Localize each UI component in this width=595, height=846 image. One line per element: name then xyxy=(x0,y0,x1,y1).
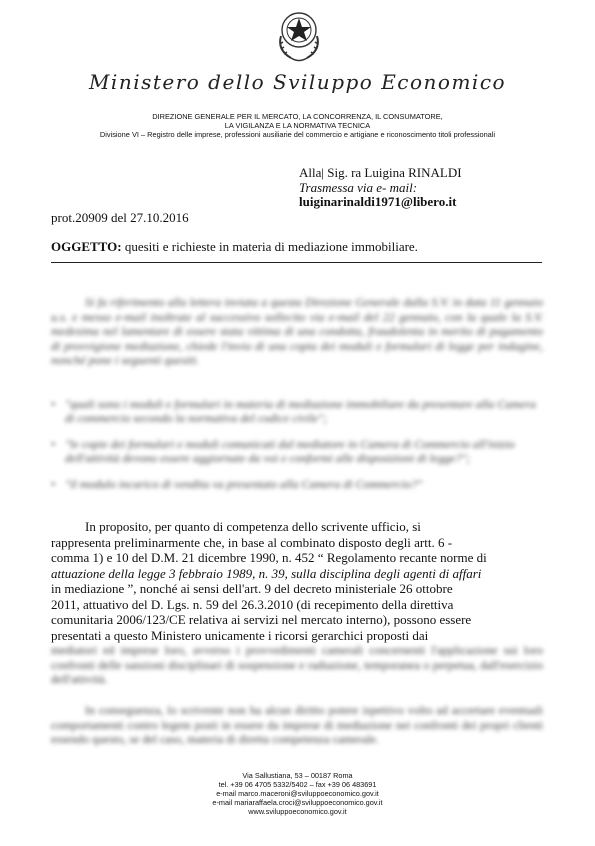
ministry-title: Ministero dello Sviluppo Economico xyxy=(88,70,507,94)
body-line: in mediazione ”, nonché ai sensi dell'art. 9 del decreto ministeriale 26 ottobre xyxy=(51,581,453,596)
subject-label: OGGETTO: xyxy=(51,239,122,254)
dept-line-1: DIREZIONE GENERALE PER IL MERCATO, LA CONCORRENZA, IL CONSUMATORE, xyxy=(152,112,443,121)
body-line: comunitaria 2006/123/CE relativa ai servizi nel mercato interno), possono essere xyxy=(51,612,472,627)
dept-line-3: Divisione VI – Registro delle imprese, professioni ausiliarie del commercio e artigiane e riconoscimento titoli professionali xyxy=(99,130,496,139)
footer-address: Via Sallustiana, 53 – 00187 Roma xyxy=(242,771,353,780)
list-item: • "il modulo incarico di vendita va presentato alla Camera di Commercio?" xyxy=(51,477,543,491)
dept-line-2: LA VIGILANZA E LA NORMATIVA TECNICA xyxy=(224,121,371,130)
recipient-block xyxy=(299,166,462,210)
redacted-paragraph-1: Si fa riferimento alla lettera inviata a questa Direzione Generale dalla S.V. in data 11 gennaio u.s. e messo e-mail inoltrate al successivo sollecito via e-mail del 22 gennaio, con la quale la S.V. medesima nel lamentare di essere stata vittima di una condotta, fraudolenta in merito di pagamento di provvigione mediazione, chiede l'invio di una copia dei moduli e formulari di legge per indagine, nonché pone i seguenti quesiti. xyxy=(51,295,543,367)
redacted-paragraph-3: In conseguenza, lo scrivente non ha alcun diritto potere ispettivo volto ad accertare eventuali comportamenti contro legem posti in essere da imprese di mediazione nei confronti dei propri clienti essendo questo, se del caso, materia di diretta competenza camerale. xyxy=(51,703,543,746)
body-line: 2011, attuativo del D. Lgs. n. 59 del 26.3.2010 (di recepimento della direttiva xyxy=(51,596,454,612)
footer-contacts xyxy=(0,771,595,816)
body-line: attuazione della legge 3 febbraio 1989, n. 39, sulla disciplina degli agenti di affari xyxy=(51,565,482,581)
subject-text: quesiti e richieste in materia di mediazione immobiliare. xyxy=(124,239,418,254)
transmission-note: Trasmessa via e- mail: xyxy=(299,179,418,195)
recipient-name: Alla| Sig. ra Luigina RINALDI xyxy=(299,165,462,180)
subject-line xyxy=(51,239,418,255)
body-line: presentati a questo Ministero unicamente i ricorsi gerarchici proposti dai xyxy=(51,627,429,643)
subject-divider xyxy=(51,262,542,263)
recipient-email: luiginarinaldi1971@libero.it xyxy=(299,194,457,209)
department-header xyxy=(0,112,595,139)
main-paragraph xyxy=(51,519,543,643)
list-item: • "le copie dei formulari e moduli comunicati dal mediatore in Camera di Commercio all'inizio dell'attività devono essere aggiornate da voi e conformi alle disposizioni di legge?"; xyxy=(51,437,543,465)
redacted-question-list xyxy=(51,397,543,503)
body-line: rappresenta preliminarmente che, in base al combinato disposto degli artt. 6 - xyxy=(51,534,453,550)
body-line: comma 1) e 10 del D.M. 21 dicembre 1990, n. 452 “ Regolamento recante norme di xyxy=(51,550,487,565)
italian-republic-emblem-icon xyxy=(273,6,325,64)
footer-email-2[interactable]: e-mail mariaraffaela.croci@sviluppoeconomico.gov.it xyxy=(212,798,383,807)
footer-phone: tel. +39 06 4705 5332/5402 – fax +39 06 483691 xyxy=(218,780,377,789)
redacted-paragraph-2: mediatori ed imprese loro, avverso i provvedimenti camerali concernenti l'applicazione sui loro confronti delle sanzioni disciplinari di sospensione e radiazione, temporanea o perpetua, dall'esercizio dell'attività. xyxy=(51,643,543,686)
list-item: • "quali sono i moduli e formulari in materia di mediazione immobiliare da presentare alla Camera di commercio secondo la normativa del codice civile"; xyxy=(51,397,543,425)
footer-email-1[interactable]: e-mail marco.maceroni@sviluppoeconomico.gov.it xyxy=(216,789,379,798)
body-line: In proposito, per quanto di competenza dello scrivente ufficio, si xyxy=(85,519,421,534)
footer-website[interactable]: www.sviluppoeconomico.gov.it xyxy=(248,807,347,816)
protocol-number: prot.20909 del 27.10.2016 xyxy=(51,210,189,225)
